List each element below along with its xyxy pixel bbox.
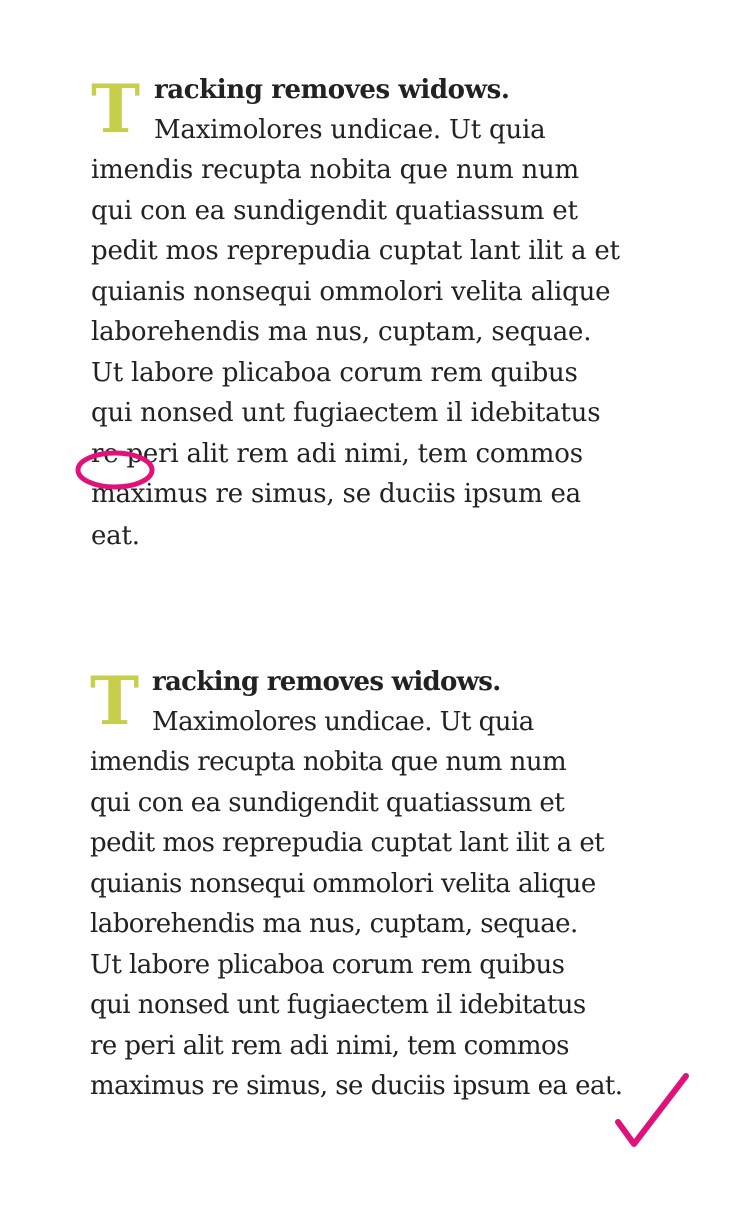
paragraph-line: Ut labore plicaboa corum rem quibus: [91, 358, 578, 388]
paragraph-line: pedit mos reprepudia cuptat lant ilit a et: [91, 236, 620, 266]
drop-cap: T: [90, 662, 140, 740]
paragraph-line: qui nonsed unt fugiaectem il idebitatus: [90, 990, 586, 1020]
drop-cap: T: [91, 70, 141, 148]
paragraph-line: imendis recupta nobita que num num: [91, 155, 580, 185]
paragraph-line: maximus re simus, se duciis ipsum ea eat.: [90, 1071, 623, 1101]
paragraph-lead: racking removes widows.: [154, 75, 510, 105]
paragraph-line: qui con ea sundigendit quatiassum et: [90, 788, 565, 818]
widow-word: eat.: [91, 521, 140, 551]
paragraph-line: qui nonsed unt fugiaectem il idebitatus: [91, 398, 601, 428]
paragraph-line: Maximolores undicae. Ut quia: [154, 115, 546, 145]
checkmark-icon: [612, 1070, 692, 1152]
paragraph-line: quianis nonsequi ommolori velita alique: [91, 277, 611, 307]
paragraph-line: pedit mos reprepudia cuptat lant ilit a et: [90, 828, 605, 858]
paragraph-line: re peri alit rem adi nimi, tem commos: [90, 1031, 569, 1061]
paragraph-line: imendis recupta nobita que num num: [90, 747, 567, 777]
paragraph-line: Maximolores undicae. Ut quia: [152, 707, 534, 737]
paragraph-line: Ut labore plicaboa corum rem quibus: [90, 950, 565, 980]
widow-circle-mark: [75, 450, 155, 494]
paragraph-line: re peri alit rem adi nimi, tem commos: [91, 439, 583, 469]
paragraph-lead: racking removes widows.: [152, 667, 501, 697]
paragraph-line: quianis nonsequi ommolori velita alique: [90, 869, 596, 899]
paragraph-line: maximus re simus, se duciis ipsum ea: [91, 479, 581, 509]
paragraph-line: laborehendis ma nus, cuptam, sequae.: [90, 909, 578, 939]
paragraph-line: qui con ea sundigendit quatiassum et: [91, 196, 578, 226]
paragraph-line: laborehendis ma nus, cuptam, sequae.: [91, 317, 592, 347]
